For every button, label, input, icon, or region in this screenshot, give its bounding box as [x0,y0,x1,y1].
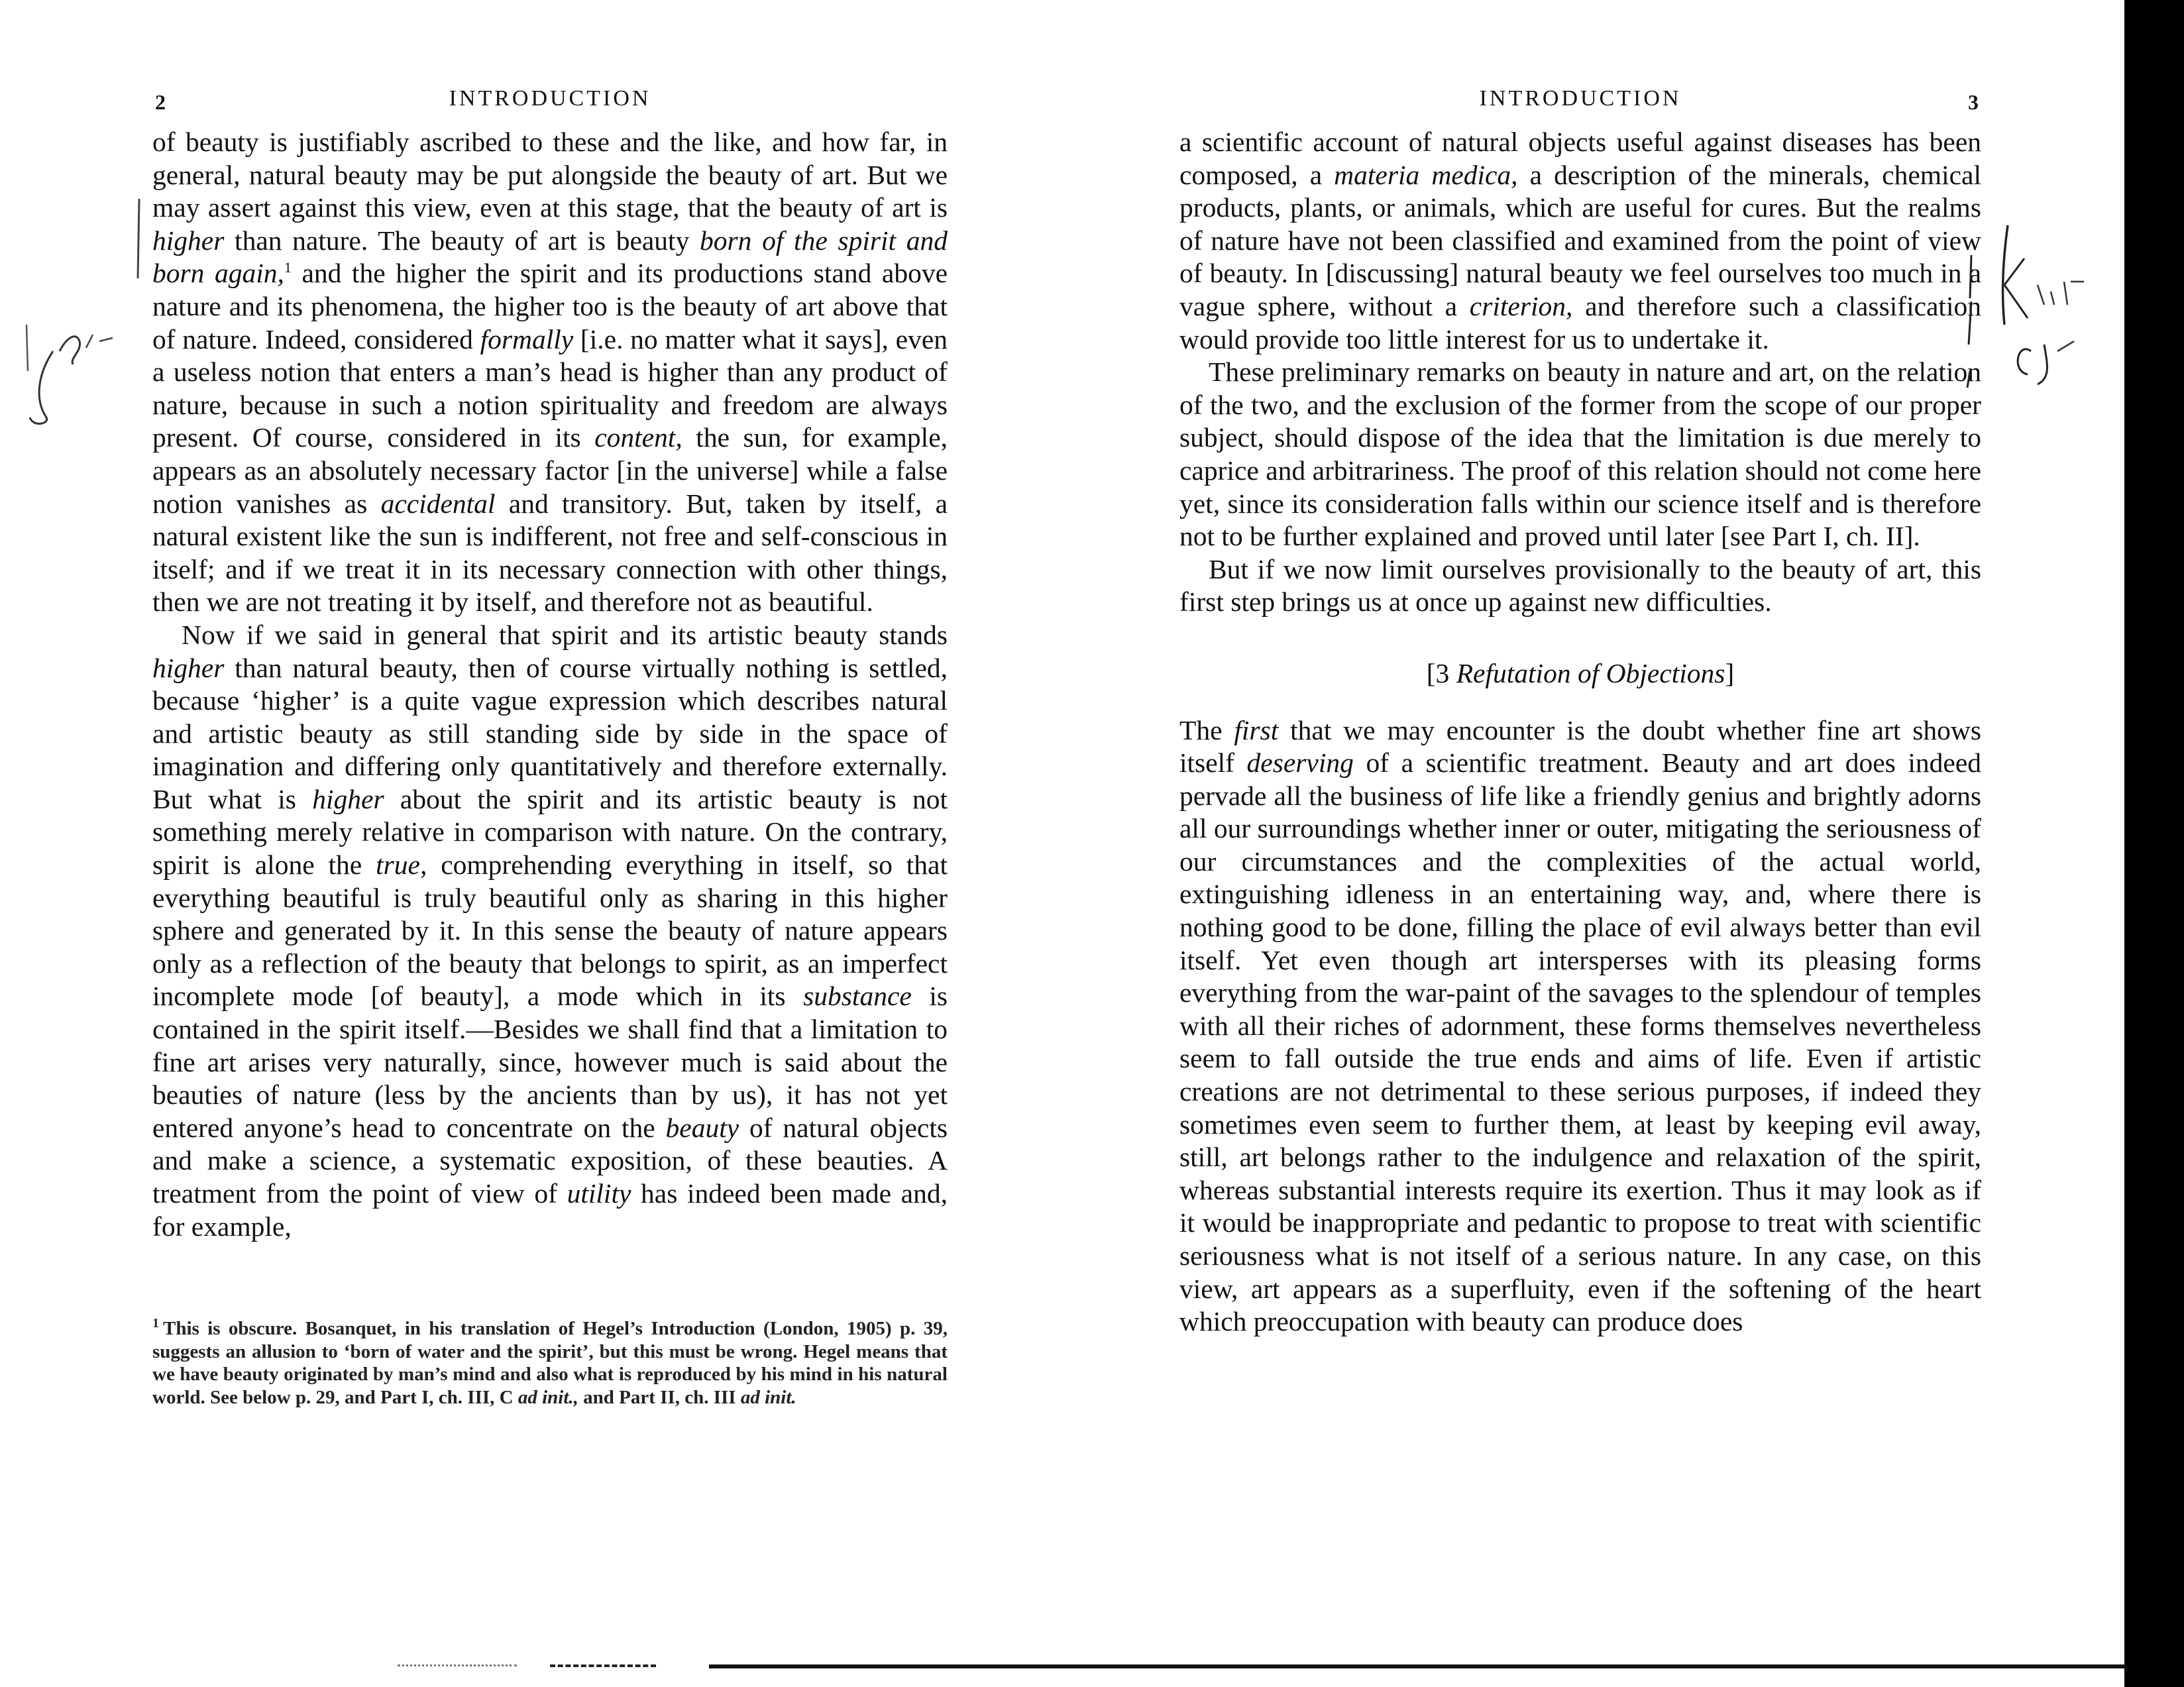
page-bottom-dots [398,1664,517,1666]
italic-text: ad init. [740,1386,796,1408]
footnote [152,1317,948,1409]
text-run: These preliminary remarks on beauty in nature and art, on the relation of the two, and the exclusion of the former from the scope of our proper subject, should dispose of the idea that the limitation is due merely to caprice and arbitrariness. The proof of this relation should not come here yet, since its consideration falls within our science itself and is therefore not to be further explained and proved until later [see Part I, ch. II]. [1179,356,1981,552]
text-run: and therefore such a classification would provide too little interest for us to undertake it. [1179,290,1981,354]
text-run: This is obscure. Bosanquet, in his translation of Hegel’s Introduction (London, 1905) p. 39, suggests an allusion to ‘born of water and the spirit’, but this must be wrong. Hegel means that we have beauty originated by man’s mind and also what is reproduced by his mind in his natural world. See below p. 29, and Part I, ch. III, C [152,1318,948,1408]
handwritten-marks-icon [13,199,146,451]
italic-text: substance [803,981,912,1012]
text-run: the sun, for example, appears as an absolutely necessary factor [in the universe] while a false notion vanishes as [152,422,948,519]
text-run: But if we now limit ourselves provisionally to the beauty of art, this first step brings us at once up against new difficulties. [1179,553,1981,618]
scan-edge-shadow [2124,0,2184,1687]
italic-text: accidental [380,488,496,519]
text-run: of beauty is justifiably ascribed to these and the like, and how far, in general, natural beauty may be put alongside the beauty of art. But we may assert against this view, even at this stage, that the beauty of art is [152,127,948,223]
right-paragraph-1 [1179,126,1981,356]
right-running-title: INTRODUCTION [1479,86,1682,111]
italic-text: higher [152,652,225,683]
text-run: comprehending everything in itself, so that everything beautiful is truly beautiful only as sharing in this higher sphere and generated by it. In this sense the beauty of nature appears only as a reflection of the beauty that belongs to spirit, as an imperfect incomplete mode [of beauty], a mode which in its [152,849,948,1012]
footnote-reference: 1 [284,259,292,276]
handwritten-bracket-icon [1965,219,2117,398]
text-run: and the higher the spirit and its productions stand above nature and its phenomena, the higher too is the beauty of art above that of nature. Indeed, considered [152,258,948,354]
left-paragraph-1 [152,126,948,619]
text-run: that we may encounter is the doubt whether fine art shows itself [1179,714,1981,779]
left-running-head [152,86,948,119]
italic-text: higher [152,225,225,256]
right-paragraph-2 [1179,356,1981,553]
text-run: The [1179,714,1234,745]
italic-text: formally [480,323,574,354]
right-running-head [1179,86,1981,119]
text-run: Now if we said in general that spirit and its artistic beauty stands [182,619,948,650]
footnote-text [152,1318,948,1408]
text-run: and Part II, ch. III [578,1386,741,1408]
right-paragraph-4 [1179,714,1981,1338]
text-run: about the spirit and its artistic beauty is not something merely relative in comparison with nature. On the contrary, spirit is alone the [152,783,948,881]
left-paragraph-2 [152,619,948,1243]
text-run: than natural beauty, then of course virtually nothing is settled, because ‘higher’ is a quite vague expression which describes natural and artistic beauty as still standing side by side in the space of imagination and differing only quantitatively and therefore externally. But what is [152,652,948,814]
text-run: than nature. The beauty of art is beauty [224,225,700,256]
section-heading [1179,657,1981,690]
italic-text: born of the spirit and born again, [152,225,948,289]
text-run: has indeed been made and, for example, [152,1178,948,1242]
italic-text: content, [594,422,682,453]
right-paragraph-3 [1179,553,1981,619]
margin-annotation-right [1965,219,2117,398]
page-bottom-dashes [550,1664,656,1667]
text-run: is contained in the spirit itself.—Besides we shall find that a limitation to fine art arises very naturally, since, however much is said about the beauties of nature (less by the ancients than by us), it has not yet entered anyone’s head to concentrate on the [152,981,948,1143]
italic-text: true, [376,849,427,881]
left-running-title: INTRODUCTION [449,86,651,111]
italic-text: higher [312,783,384,814]
italic-text: beauty [665,1112,739,1143]
text-run: a scientific account of natural objects useful against diseases has been composed, a [1179,127,1981,190]
italic-text: first [1234,714,1279,745]
left-body-text [152,126,948,1243]
italic-text: criterion, [1469,290,1573,321]
italic-text: deserving [1246,747,1354,779]
italic-text: utility [567,1178,631,1209]
page-bottom-rule [709,1664,2127,1668]
italic-text: ad init., [518,1386,578,1408]
section-title: Refutation of Objections [1456,657,1725,688]
section-close-bracket: ] [1725,657,1735,688]
margin-annotation-left [13,199,146,451]
italic-text: materia medica, [1334,159,1518,190]
text-run: a description of the minerals, chemical products, plants, or animals, which are useful for cures. But the realms of nature have not been classified and examined from the point of view of beauty. In [discussing] natural beauty we feel ourselves too much in a vague sphere, without a [1179,159,1981,321]
left-page-number: 2 [155,90,166,114]
text-run: and transitory. But, taken by itself, a natural existent like the sun is indifferent, not free and self-conscious in itself; and if we treat it in its necessary connection with other things, then we are not treating it by itself, and therefore not as beautiful. [152,488,948,618]
right-page-number: 3 [1968,90,1979,114]
text-run: of a scientific treatment. Beauty and art does indeed pervade all the business of life like a friendly genius and brightly adorns all our surroundings whether inner or outer, mitigating the seriousness of our circumstances and the complexities of the actual world, extinguishing idleness in an entertaining way, and, where there is nothing good to be done, filling the place of evil always better than evil itself. Yet even though art intersperses with its pleasing forms everything from the war-paint of the savages to the splendour of temples with all their riches of adornment, these forms themselves nevertheless seem to fall outside the true ends and aims of life. Even if artistic creations are not detrimental to these serious purposes, if indeed they sometimes even seem to further them, at least by keeping evil away, still, art belongs rather to the indulgence and relaxation of the spirit, whereas substantial interests require its exertion. Thus it may look as if it would be inappropriate and pedantic to propose to treat with scientific seriousness what is not itself of a serious nature. In any case, on this view, art appears as a superfluity, even if the softening of the heart which preoccupation with beauty can produce does [1179,747,1982,1337]
right-body-text [1179,126,1981,1338]
text-run: of natural objects and make a science, a systematic exposition, of these beauties. A treatment from the point of view of [152,1112,948,1209]
text-run: [i.e. no matter what it says], even a useless notion that enters a man’s head is higher than any product of nature, because in such a notion spirituality and freedom are always present. Of course, considered in its [152,323,948,453]
section-number: [3 [1426,657,1450,688]
footnote-marker: 1 [152,1316,159,1331]
